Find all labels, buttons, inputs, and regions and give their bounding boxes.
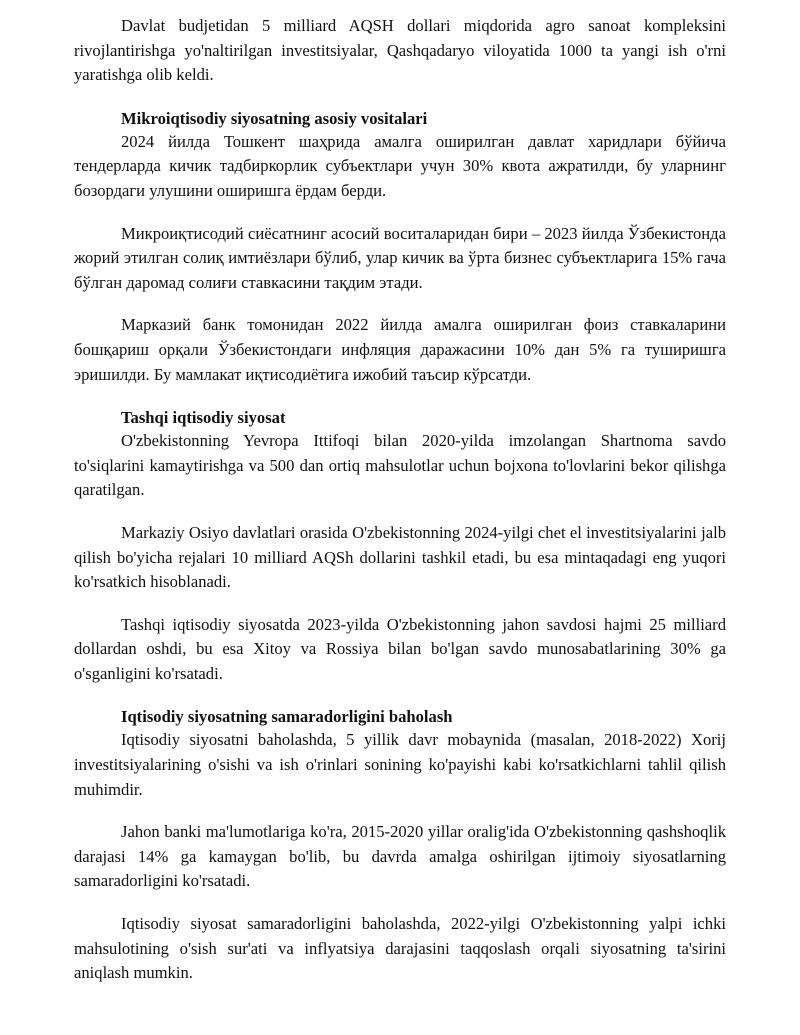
paragraph: Jahon banki ma'lumotlariga ko'ra, 2015-2020 yillar oralig'ida O'zbekistonning qashshoqlik darajasi 14% ga kamaygan bo'lib, bu davrda amalga oshirilgan ijtimoiy siyosatlarning samaradorligini ko'rsatadi. <box>74 822 726 891</box>
section-heading-foreign: Tashqi iqtisodiy siyosat <box>121 408 286 428</box>
section-heading-evaluation: Iqtisodiy siyosatning samaradorligini baholash <box>121 707 453 727</box>
paragraph: Микроиқтисодий сиёсатнинг асосий воситаларидан бири – 2023 йилда Ўзбекистонда жорий этилган солиқ имтиёзлари бўлиб, улар кичик ва ўрта бизнес субъектларига 15% гача бўлган даромад солиғи ставкасини тақдим этади. <box>74 223 726 292</box>
paragraph: Марказий банк томонидан 2022 йилда амалга оширилган фоиз ставкаларини бошқариш орқали Ўзбекистондаги инфляция даражасини 10% дан 5% га туширишга эришилди. Бу мамлакат иқтисодиётига ижобий таъсир кўрсатди. <box>74 315 726 384</box>
section-heading-micro: Mikroiqtisodiy siyosatning asosiy vositalari <box>121 108 428 128</box>
document-page <box>74 14 726 986</box>
paragraph: Markaziy Osiyo davlatlari orasida O'zbekistonning 2024-yilgi chet el investitsiyalarini jalb qilish bo'yicha rejalari 10 milliard AQSh dollarini tashkil etadi, bu esa mintaqadagi eng yuqori ko'rsatkich hisoblanadi. <box>74 522 726 592</box>
paragraph: Iqtisodiy siyosatni baholashda, 5 yillik davr mobaynida (masalan, 2018-2022) Xorij investitsiyalarining o'sishi va ish o'rinlari sonining ko'payishi kabi ko'rsatkichlarni tahlil qilish muhimdir. <box>74 730 726 799</box>
paragraph: 2024 йилда Тошкент шаҳрида амалга оширилган давлат харидлари бўйича тендерларда кичик тадбиркорлик субъектлари учун 30% квота ажратилди, бу уларнинг бозордаги улушини оширишга ёрдам берди. <box>74 131 726 200</box>
paragraph: Tashqi iqtisodiy siyosatda 2023-yilda O'zbekistonning jahon savdosi hajmi 25 milliard dollardan oshdi, bu esa Xitoy va Rossiya bilan bo'lgan savdo munosabatlarining 30% ga o'sganligini ko'rsatadi. <box>74 614 726 683</box>
intro-paragraph: Davlat budjetidan 5 milliard AQSH dollari miqdorida agro sanoat kompleksini rivojlantirishga yo'naltirilgan investitsiyalar, Qashqadaryo viloyatida 1000 ta yangi ish o'rni yaratishga olib keldi. <box>74 16 726 85</box>
paragraph: O'zbekistonning Yevropa Ittifoqi bilan 2020-yilda imzolangan Shartnoma savdo to'siqlarini kamaytirishga va 500 dan ortiq mahsulotlar uchun bojxona to'lovlarini bekor qilishga qaratilgan. <box>74 431 726 500</box>
paragraph: Iqtisodiy siyosat samaradorligini baholashda, 2022-yilgi O'zbekistonning yalpi ichki mahsulotining o'sish sur'ati va inflyatsiya darajasini taqqoslash orqali siyosatning ta'sirini aniqlash mumkin. <box>74 914 726 983</box>
